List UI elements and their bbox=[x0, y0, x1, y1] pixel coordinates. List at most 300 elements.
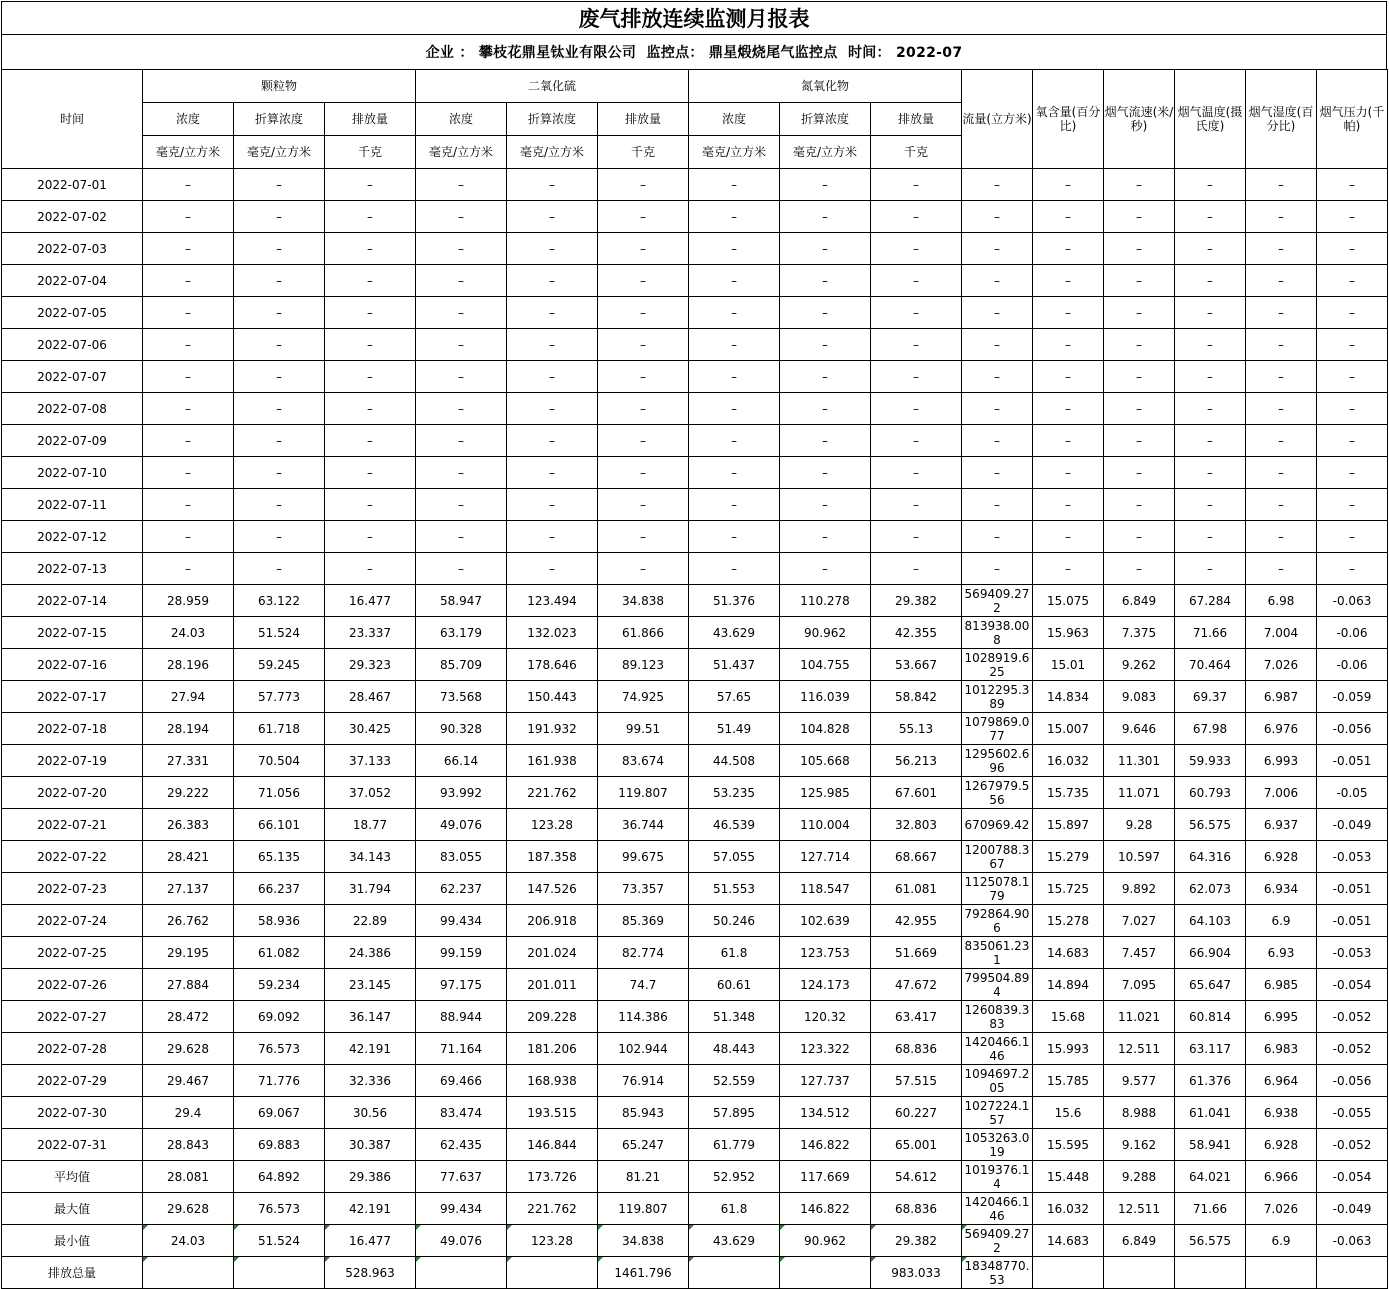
value-cell: – bbox=[1246, 233, 1317, 265]
value-cell: 15.075 bbox=[1033, 585, 1104, 617]
value-cell: 191.932 bbox=[507, 713, 598, 745]
value-cell: 123.322 bbox=[780, 1033, 871, 1065]
flow-cell: 835061.231 bbox=[962, 937, 1033, 969]
value-cell: 6.934 bbox=[1246, 873, 1317, 905]
value-cell: 7.027 bbox=[1104, 905, 1175, 937]
value-cell: 29.222 bbox=[143, 777, 234, 809]
value-cell: 117.669 bbox=[780, 1161, 871, 1193]
value-cell: 99.434 bbox=[416, 905, 507, 937]
value-cell: 70.504 bbox=[234, 745, 325, 777]
value-cell: 110.278 bbox=[780, 585, 871, 617]
value-cell: -0.052 bbox=[1317, 1001, 1388, 1033]
summary-row bbox=[2, 1161, 1388, 1193]
value-cell: 48.443 bbox=[689, 1033, 780, 1065]
header-unit: 毫克/立方米 bbox=[507, 136, 598, 169]
table-row bbox=[2, 1033, 1388, 1065]
value-cell: – bbox=[416, 425, 507, 457]
row-label: 2022-07-23 bbox=[2, 873, 143, 905]
value-cell: 12.511 bbox=[1104, 1033, 1175, 1065]
value-cell: 57.65 bbox=[689, 681, 780, 713]
value-cell: 70.464 bbox=[1175, 649, 1246, 681]
value-cell: 28.467 bbox=[325, 681, 416, 713]
value-cell bbox=[234, 1257, 325, 1289]
value-cell: 30.387 bbox=[325, 1129, 416, 1161]
row-label: 2022-07-21 bbox=[2, 809, 143, 841]
header-row-groups bbox=[2, 70, 1388, 103]
row-label: 2022-07-28 bbox=[2, 1033, 143, 1065]
table-row bbox=[2, 233, 1388, 265]
value-cell: – bbox=[1104, 521, 1175, 553]
value-cell: 10.597 bbox=[1104, 841, 1175, 873]
value-cell: 127.714 bbox=[780, 841, 871, 873]
value-cell: 9.083 bbox=[1104, 681, 1175, 713]
value-cell: – bbox=[1033, 393, 1104, 425]
value-cell: – bbox=[689, 489, 780, 521]
value-cell: – bbox=[780, 553, 871, 585]
value-cell: 51.553 bbox=[689, 873, 780, 905]
value-cell: – bbox=[1104, 297, 1175, 329]
value-cell: 16.032 bbox=[1033, 1193, 1104, 1225]
value-cell: – bbox=[416, 457, 507, 489]
flow-cell: 18348770.53 bbox=[962, 1257, 1033, 1289]
value-cell: – bbox=[598, 361, 689, 393]
value-cell: – bbox=[1033, 233, 1104, 265]
value-cell: 26.383 bbox=[143, 809, 234, 841]
table-row bbox=[2, 905, 1388, 937]
row-label: 2022-07-22 bbox=[2, 841, 143, 873]
flow-cell: – bbox=[962, 201, 1033, 233]
value-cell: 63.417 bbox=[871, 1001, 962, 1033]
value-cell: 68.836 bbox=[871, 1193, 962, 1225]
value-cell: 118.547 bbox=[780, 873, 871, 905]
value-cell: 18.77 bbox=[325, 809, 416, 841]
table-row bbox=[2, 457, 1388, 489]
value-cell: 206.918 bbox=[507, 905, 598, 937]
value-cell: -0.06 bbox=[1317, 649, 1388, 681]
table-row bbox=[2, 1065, 1388, 1097]
value-cell: 16.477 bbox=[325, 585, 416, 617]
value-cell: 15.993 bbox=[1033, 1033, 1104, 1065]
value-cell: 47.672 bbox=[871, 969, 962, 1001]
value-cell: 68.667 bbox=[871, 841, 962, 873]
value-cell: 57.055 bbox=[689, 841, 780, 873]
header-unit: 毫克/立方米 bbox=[143, 136, 234, 169]
row-label: 最大值 bbox=[2, 1193, 143, 1225]
value-cell: – bbox=[598, 393, 689, 425]
row-label: 2022-07-13 bbox=[2, 553, 143, 585]
value-cell: 51.376 bbox=[689, 585, 780, 617]
value-cell: 29.628 bbox=[143, 1193, 234, 1225]
summary-row bbox=[2, 1257, 1388, 1289]
value-cell: 61.718 bbox=[234, 713, 325, 745]
value-cell: 90.328 bbox=[416, 713, 507, 745]
flow-cell: 792864.906 bbox=[962, 905, 1033, 937]
header-sub-emission: 排放量 bbox=[598, 103, 689, 136]
value-cell: 28.081 bbox=[143, 1161, 234, 1193]
value-cell: -0.049 bbox=[1317, 809, 1388, 841]
value-cell: 81.21 bbox=[598, 1161, 689, 1193]
value-cell: 51.348 bbox=[689, 1001, 780, 1033]
value-cell: 15.725 bbox=[1033, 873, 1104, 905]
value-cell bbox=[1104, 1257, 1175, 1289]
value-cell: – bbox=[780, 457, 871, 489]
value-cell: – bbox=[871, 361, 962, 393]
header-sub-concentration: 浓度 bbox=[143, 103, 234, 136]
value-cell: – bbox=[507, 393, 598, 425]
value-cell: 42.191 bbox=[325, 1033, 416, 1065]
value-cell: 63.117 bbox=[1175, 1033, 1246, 1065]
value-cell: 76.573 bbox=[234, 1193, 325, 1225]
header-temperature: 烟气温度(摄氏度) bbox=[1175, 70, 1246, 169]
value-cell: 65.135 bbox=[234, 841, 325, 873]
value-cell: – bbox=[143, 265, 234, 297]
header-group-so2: 二氧化硫 bbox=[416, 70, 689, 103]
value-cell: – bbox=[871, 425, 962, 457]
value-cell: 9.28 bbox=[1104, 809, 1175, 841]
value-cell: – bbox=[1246, 201, 1317, 233]
value-cell: 110.004 bbox=[780, 809, 871, 841]
header-sub-concentration: 浓度 bbox=[416, 103, 507, 136]
value-cell: – bbox=[1246, 489, 1317, 521]
value-cell: – bbox=[780, 201, 871, 233]
value-cell: – bbox=[1033, 297, 1104, 329]
row-label: 2022-07-27 bbox=[2, 1001, 143, 1033]
value-cell: – bbox=[1104, 201, 1175, 233]
report-subtitle-text: 企业 ： 攀枝花鼎星钛业有限公司 监控点： 鼎星煅烧尾气监控点 时间： 2022-07 bbox=[425, 45, 963, 61]
value-cell: 104.828 bbox=[780, 713, 871, 745]
value-cell: 36.744 bbox=[598, 809, 689, 841]
value-cell: – bbox=[871, 457, 962, 489]
flow-cell: – bbox=[962, 329, 1033, 361]
value-cell: – bbox=[689, 233, 780, 265]
value-cell: -0.056 bbox=[1317, 1065, 1388, 1097]
value-cell: – bbox=[780, 297, 871, 329]
flow-cell: 1079869.077 bbox=[962, 713, 1033, 745]
value-cell: 61.081 bbox=[871, 873, 962, 905]
value-cell: – bbox=[1033, 169, 1104, 201]
value-cell: 42.191 bbox=[325, 1193, 416, 1225]
value-cell: 24.03 bbox=[143, 1225, 234, 1257]
value-cell: 23.337 bbox=[325, 617, 416, 649]
value-cell: – bbox=[234, 201, 325, 233]
value-cell: 83.674 bbox=[598, 745, 689, 777]
value-cell: 83.055 bbox=[416, 841, 507, 873]
value-cell: 15.68 bbox=[1033, 1001, 1104, 1033]
value-cell: 69.466 bbox=[416, 1065, 507, 1097]
value-cell: 66.101 bbox=[234, 809, 325, 841]
value-cell: – bbox=[325, 265, 416, 297]
value-cell: 61.779 bbox=[689, 1129, 780, 1161]
value-cell: 30.56 bbox=[325, 1097, 416, 1129]
table-row bbox=[2, 873, 1388, 905]
value-cell: – bbox=[689, 329, 780, 361]
value-cell bbox=[689, 1257, 780, 1289]
value-cell: – bbox=[143, 169, 234, 201]
row-label: 2022-07-03 bbox=[2, 233, 143, 265]
value-cell: – bbox=[507, 553, 598, 585]
value-cell: 60.61 bbox=[689, 969, 780, 1001]
value-cell: -0.055 bbox=[1317, 1097, 1388, 1129]
value-cell: 983.033 bbox=[871, 1257, 962, 1289]
value-cell: 11.301 bbox=[1104, 745, 1175, 777]
table-row bbox=[2, 201, 1388, 233]
row-label: 2022-07-12 bbox=[2, 521, 143, 553]
value-cell: 6.976 bbox=[1246, 713, 1317, 745]
value-cell: – bbox=[871, 393, 962, 425]
value-cell: 99.675 bbox=[598, 841, 689, 873]
row-label: 2022-07-09 bbox=[2, 425, 143, 457]
header-unit: 千克 bbox=[325, 136, 416, 169]
table-row bbox=[2, 1001, 1388, 1033]
value-cell: 6.928 bbox=[1246, 841, 1317, 873]
value-cell bbox=[416, 1257, 507, 1289]
value-cell: – bbox=[1175, 265, 1246, 297]
value-cell: 61.041 bbox=[1175, 1097, 1246, 1129]
value-cell: 14.834 bbox=[1033, 681, 1104, 713]
value-cell: – bbox=[325, 233, 416, 265]
value-cell: 51.437 bbox=[689, 649, 780, 681]
value-cell: 12.511 bbox=[1104, 1193, 1175, 1225]
row-label: 2022-07-29 bbox=[2, 1065, 143, 1097]
row-label: 2022-07-25 bbox=[2, 937, 143, 969]
value-cell: 6.985 bbox=[1246, 969, 1317, 1001]
value-cell: – bbox=[507, 361, 598, 393]
value-cell: 29.386 bbox=[325, 1161, 416, 1193]
table-row bbox=[2, 745, 1388, 777]
value-cell: 28.194 bbox=[143, 713, 234, 745]
value-cell: 61.376 bbox=[1175, 1065, 1246, 1097]
value-cell: 37.133 bbox=[325, 745, 416, 777]
row-label: 2022-07-10 bbox=[2, 457, 143, 489]
value-cell: 60.227 bbox=[871, 1097, 962, 1129]
value-cell: – bbox=[1175, 201, 1246, 233]
value-cell: – bbox=[507, 489, 598, 521]
value-cell: – bbox=[325, 425, 416, 457]
table-row bbox=[2, 841, 1388, 873]
row-label: 2022-07-14 bbox=[2, 585, 143, 617]
header-group-particulate: 颗粒物 bbox=[143, 70, 416, 103]
value-cell: – bbox=[1317, 393, 1388, 425]
value-cell: 127.737 bbox=[780, 1065, 871, 1097]
header-group-nox: 氮氧化物 bbox=[689, 70, 962, 103]
value-cell: 15.007 bbox=[1033, 713, 1104, 745]
value-cell: 27.94 bbox=[143, 681, 234, 713]
value-cell: 7.026 bbox=[1246, 649, 1317, 681]
value-cell: 29.467 bbox=[143, 1065, 234, 1097]
value-cell: – bbox=[780, 521, 871, 553]
value-cell: – bbox=[780, 233, 871, 265]
value-cell: 71.164 bbox=[416, 1033, 507, 1065]
value-cell: 69.067 bbox=[234, 1097, 325, 1129]
value-cell: 15.595 bbox=[1033, 1129, 1104, 1161]
value-cell: – bbox=[234, 361, 325, 393]
row-label: 2022-07-24 bbox=[2, 905, 143, 937]
row-label: 2022-07-20 bbox=[2, 777, 143, 809]
value-cell: 15.735 bbox=[1033, 777, 1104, 809]
value-cell: 66.14 bbox=[416, 745, 507, 777]
value-cell: 6.983 bbox=[1246, 1033, 1317, 1065]
flow-cell: 569409.272 bbox=[962, 1225, 1033, 1257]
value-cell: – bbox=[1246, 393, 1317, 425]
value-cell: 7.004 bbox=[1246, 617, 1317, 649]
row-label: 2022-07-26 bbox=[2, 969, 143, 1001]
value-cell: 16.032 bbox=[1033, 745, 1104, 777]
value-cell: 77.637 bbox=[416, 1161, 507, 1193]
value-cell: 7.095 bbox=[1104, 969, 1175, 1001]
value-cell: 44.508 bbox=[689, 745, 780, 777]
value-cell: 134.512 bbox=[780, 1097, 871, 1129]
value-cell: 68.836 bbox=[871, 1033, 962, 1065]
value-cell: – bbox=[871, 265, 962, 297]
value-cell: – bbox=[1175, 553, 1246, 585]
value-cell: 61.082 bbox=[234, 937, 325, 969]
value-cell: 34.838 bbox=[598, 585, 689, 617]
value-cell: 168.938 bbox=[507, 1065, 598, 1097]
flow-cell: – bbox=[962, 297, 1033, 329]
value-cell: 50.246 bbox=[689, 905, 780, 937]
value-cell: – bbox=[871, 553, 962, 585]
value-cell: – bbox=[143, 201, 234, 233]
flow-cell: 1012295.389 bbox=[962, 681, 1033, 713]
value-cell: – bbox=[1246, 329, 1317, 361]
value-cell: 114.386 bbox=[598, 1001, 689, 1033]
value-cell: -0.054 bbox=[1317, 1161, 1388, 1193]
value-cell: -0.063 bbox=[1317, 585, 1388, 617]
value-cell: 53.667 bbox=[871, 649, 962, 681]
value-cell: 34.838 bbox=[598, 1225, 689, 1257]
value-cell: 65.647 bbox=[1175, 969, 1246, 1001]
value-cell: – bbox=[1033, 553, 1104, 585]
value-cell: 67.98 bbox=[1175, 713, 1246, 745]
value-cell: 43.629 bbox=[689, 617, 780, 649]
flow-cell: – bbox=[962, 169, 1033, 201]
value-cell: 51.524 bbox=[234, 1225, 325, 1257]
value-cell: – bbox=[234, 393, 325, 425]
flow-cell: 569409.272 bbox=[962, 585, 1033, 617]
value-cell: 6.964 bbox=[1246, 1065, 1317, 1097]
value-cell: 15.963 bbox=[1033, 617, 1104, 649]
value-cell: 104.755 bbox=[780, 649, 871, 681]
header-unit: 毫克/立方米 bbox=[416, 136, 507, 169]
value-cell: 116.039 bbox=[780, 681, 871, 713]
value-cell: – bbox=[507, 297, 598, 329]
value-cell: – bbox=[507, 425, 598, 457]
table-row bbox=[2, 265, 1388, 297]
value-cell: 57.773 bbox=[234, 681, 325, 713]
value-cell: 123.753 bbox=[780, 937, 871, 969]
value-cell: – bbox=[416, 169, 507, 201]
value-cell: 146.844 bbox=[507, 1129, 598, 1161]
value-cell: 71.776 bbox=[234, 1065, 325, 1097]
flow-cell: 1267979.556 bbox=[962, 777, 1033, 809]
value-cell: 62.073 bbox=[1175, 873, 1246, 905]
value-cell: 6.938 bbox=[1246, 1097, 1317, 1129]
table-row bbox=[2, 329, 1388, 361]
value-cell: 193.515 bbox=[507, 1097, 598, 1129]
header-sub-converted: 折算浓度 bbox=[780, 103, 871, 136]
value-cell: 66.237 bbox=[234, 873, 325, 905]
value-cell: – bbox=[689, 457, 780, 489]
table-row bbox=[2, 1129, 1388, 1161]
flow-cell: 1053263.019 bbox=[962, 1129, 1033, 1161]
value-cell: 6.995 bbox=[1246, 1001, 1317, 1033]
value-cell: – bbox=[325, 489, 416, 521]
value-cell bbox=[1317, 1257, 1388, 1289]
value-cell: -0.051 bbox=[1317, 745, 1388, 777]
value-cell: – bbox=[325, 393, 416, 425]
value-cell: 85.709 bbox=[416, 649, 507, 681]
value-cell: – bbox=[416, 233, 507, 265]
header-unit: 毫克/立方米 bbox=[780, 136, 871, 169]
monitoring-table bbox=[1, 69, 1388, 1289]
value-cell: – bbox=[598, 553, 689, 585]
table-row bbox=[2, 1097, 1388, 1129]
value-cell: 14.894 bbox=[1033, 969, 1104, 1001]
value-cell: 36.147 bbox=[325, 1001, 416, 1033]
value-cell: 29.195 bbox=[143, 937, 234, 969]
row-label: 2022-07-01 bbox=[2, 169, 143, 201]
value-cell: 30.425 bbox=[325, 713, 416, 745]
value-cell: 123.28 bbox=[507, 809, 598, 841]
value-cell: – bbox=[1317, 361, 1388, 393]
value-cell: 102.639 bbox=[780, 905, 871, 937]
value-cell: – bbox=[598, 489, 689, 521]
value-cell: 201.011 bbox=[507, 969, 598, 1001]
value-cell: 52.559 bbox=[689, 1065, 780, 1097]
value-cell: 61.8 bbox=[689, 1193, 780, 1225]
flow-cell: – bbox=[962, 265, 1033, 297]
row-label: 2022-07-15 bbox=[2, 617, 143, 649]
value-cell: 1461.796 bbox=[598, 1257, 689, 1289]
value-cell: – bbox=[234, 489, 325, 521]
value-cell: 27.331 bbox=[143, 745, 234, 777]
value-cell: 221.762 bbox=[507, 1193, 598, 1225]
value-cell: – bbox=[1246, 169, 1317, 201]
value-cell: – bbox=[325, 521, 416, 553]
value-cell: – bbox=[143, 361, 234, 393]
value-cell: – bbox=[1033, 489, 1104, 521]
value-cell: 9.892 bbox=[1104, 873, 1175, 905]
value-cell: – bbox=[1317, 169, 1388, 201]
value-cell: 42.355 bbox=[871, 617, 962, 649]
value-cell: 9.646 bbox=[1104, 713, 1175, 745]
value-cell bbox=[1175, 1257, 1246, 1289]
value-cell: 221.762 bbox=[507, 777, 598, 809]
value-cell: – bbox=[234, 265, 325, 297]
value-cell: 56.213 bbox=[871, 745, 962, 777]
value-cell: – bbox=[1317, 297, 1388, 329]
value-cell: – bbox=[689, 201, 780, 233]
value-cell: – bbox=[234, 233, 325, 265]
value-cell: – bbox=[507, 201, 598, 233]
value-cell: 90.962 bbox=[780, 1225, 871, 1257]
value-cell: – bbox=[143, 329, 234, 361]
row-label: 2022-07-02 bbox=[2, 201, 143, 233]
value-cell: 6.928 bbox=[1246, 1129, 1317, 1161]
flow-cell: 1295602.696 bbox=[962, 745, 1033, 777]
value-cell: – bbox=[598, 297, 689, 329]
value-cell bbox=[780, 1257, 871, 1289]
value-cell: 58.842 bbox=[871, 681, 962, 713]
row-label: 2022-07-04 bbox=[2, 265, 143, 297]
value-cell: – bbox=[1033, 265, 1104, 297]
value-cell: – bbox=[143, 457, 234, 489]
value-cell: 34.143 bbox=[325, 841, 416, 873]
value-cell: -0.053 bbox=[1317, 937, 1388, 969]
value-cell: – bbox=[689, 265, 780, 297]
value-cell: 65.247 bbox=[598, 1129, 689, 1161]
value-cell: – bbox=[689, 425, 780, 457]
